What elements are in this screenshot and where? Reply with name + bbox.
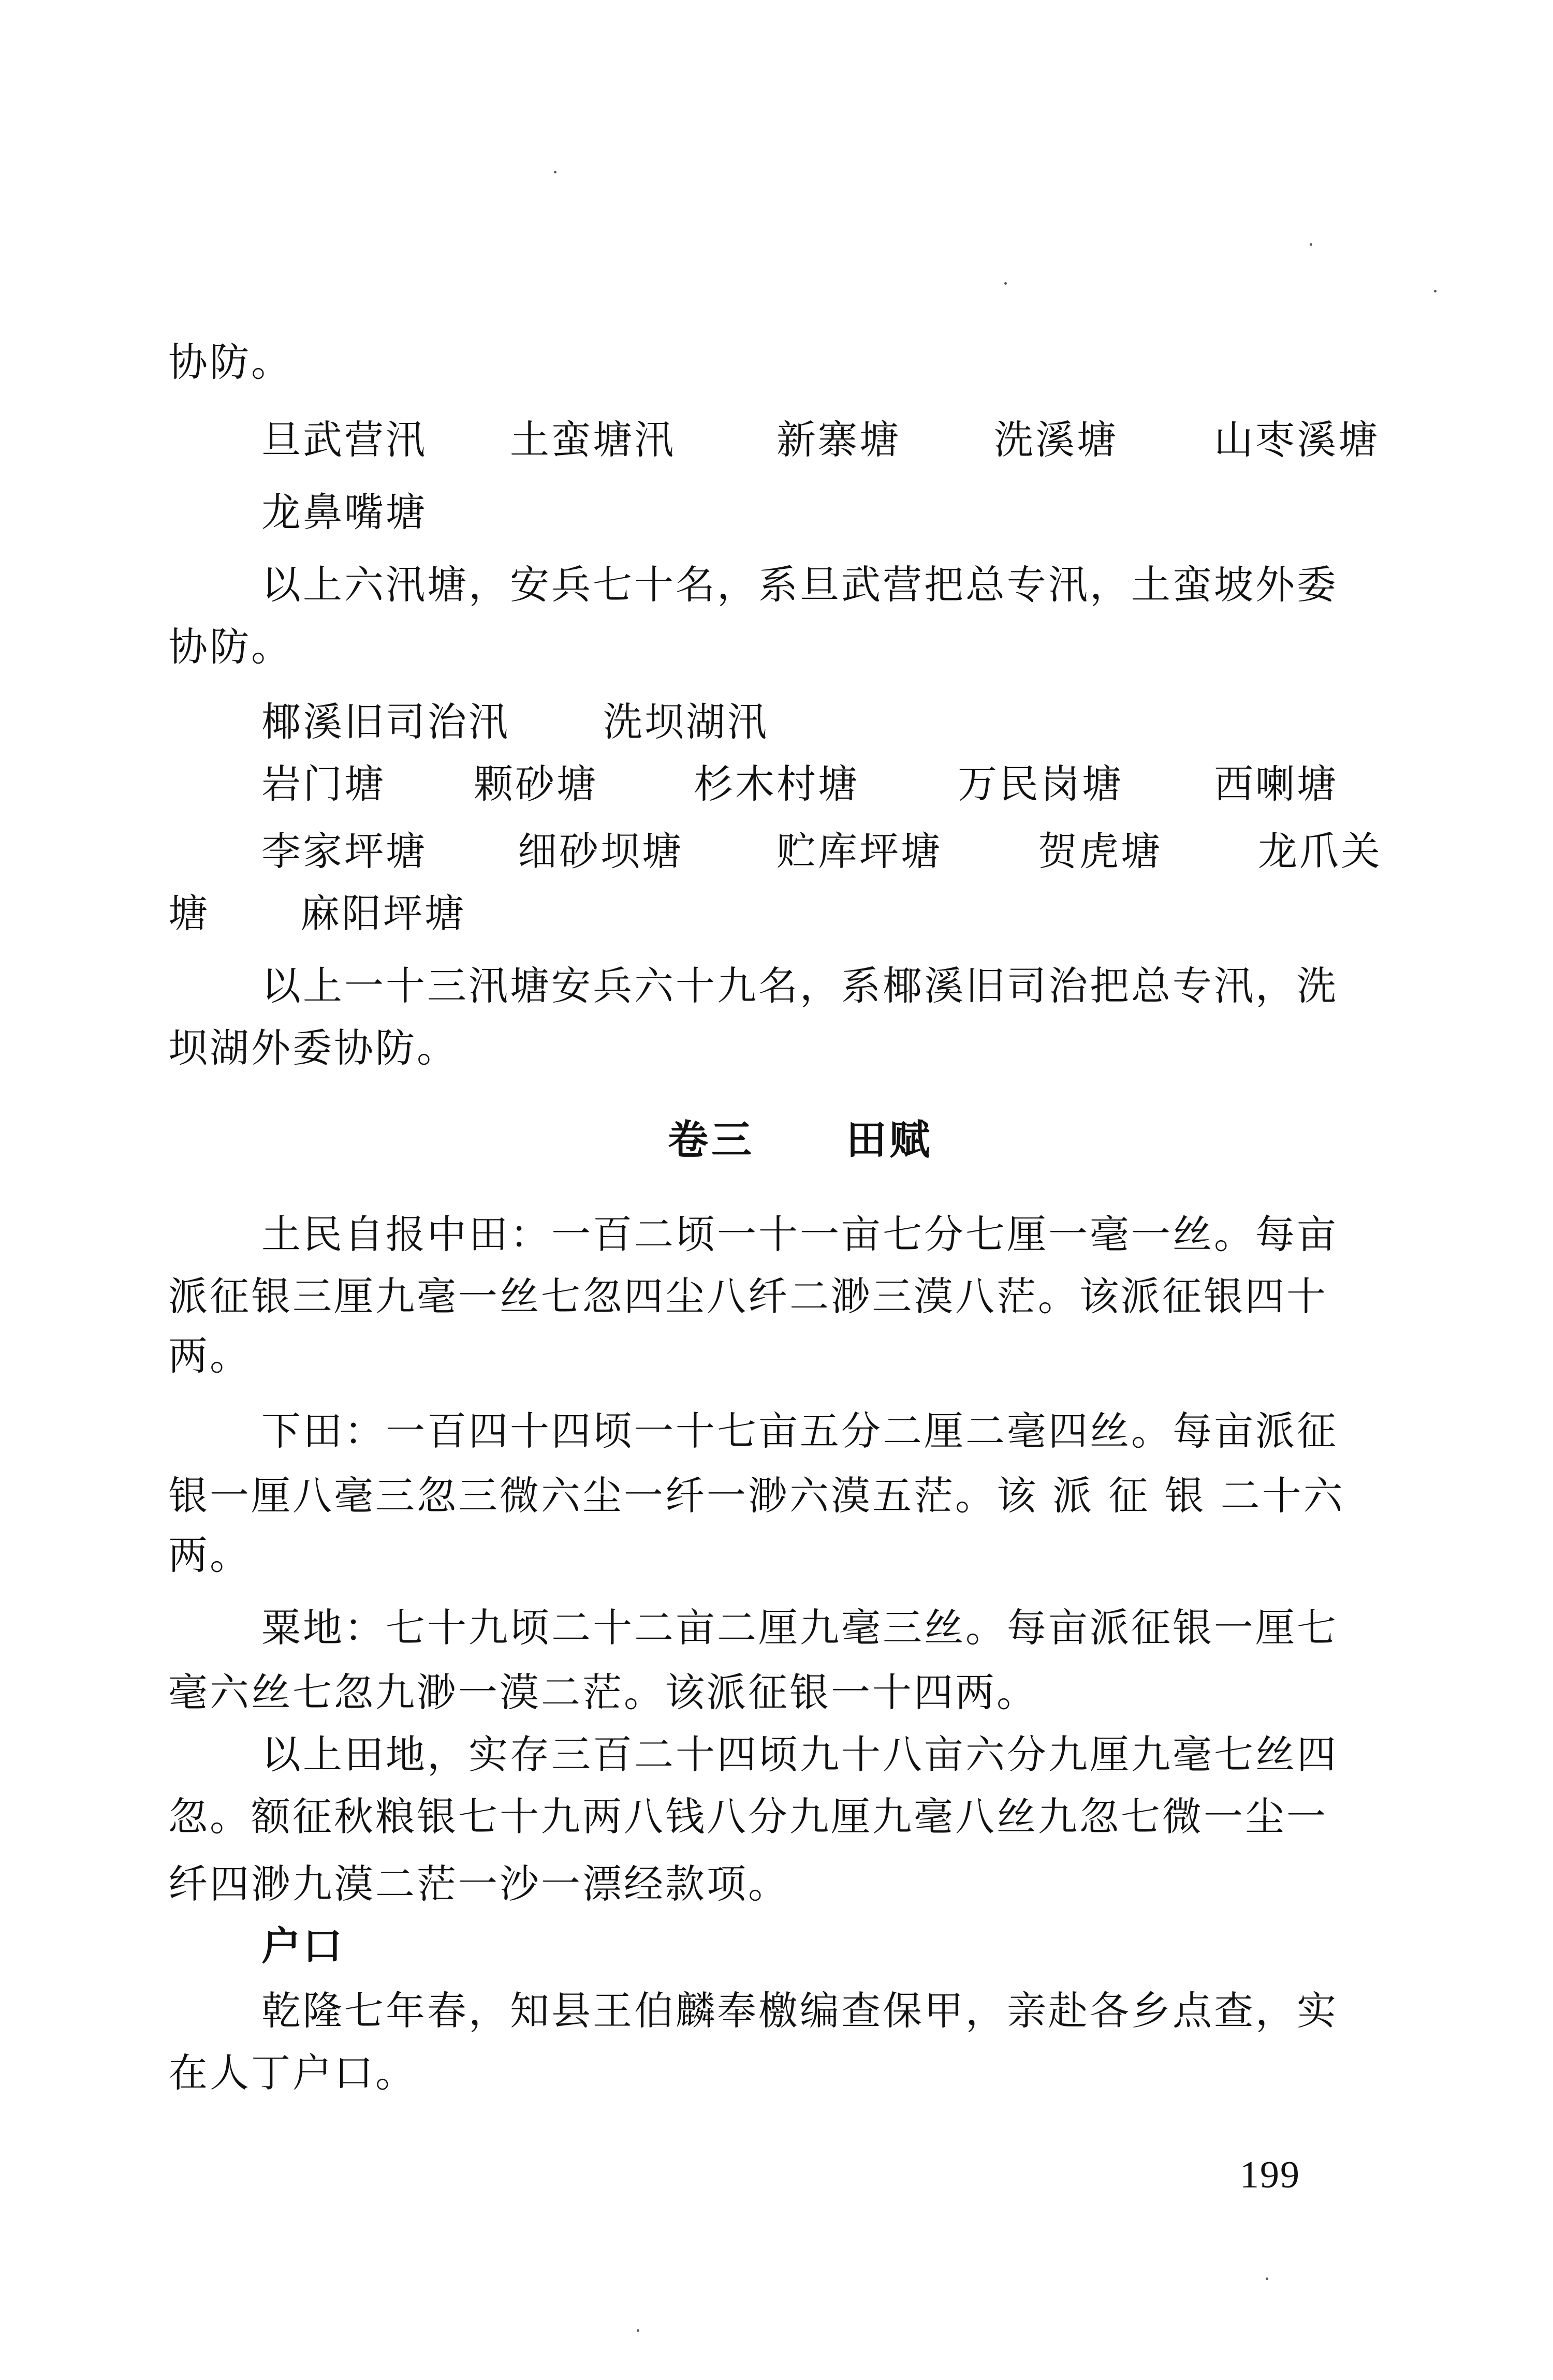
text-line: 协防。: [168, 624, 292, 670]
outpost-name: 旦武营汛: [261, 417, 427, 463]
text-line: 龙鼻嘴塘: [261, 489, 427, 535]
outpost-name: 颗砂塘: [474, 761, 598, 807]
text-line: 坝湖外委协防。: [168, 1025, 458, 1071]
scan-speck: [1434, 290, 1437, 292]
text-line: 粟地：七十九顷二十二亩二厘九毫三丝。每亩派征银一厘七: [261, 1605, 1338, 1651]
outpost-name: 细砂坝塘: [518, 828, 683, 874]
scan-speck: [554, 171, 556, 173]
outpost-name: 洗溪塘: [994, 417, 1118, 463]
text-line: 下田：一百四十四顷一十七亩五分二厘二毫四丝。每亩派征: [261, 1408, 1338, 1454]
volume-number: 卷三: [668, 1116, 755, 1164]
outpost-name: 西喇塘: [1214, 761, 1338, 807]
outpost-name: 万民岗塘: [958, 761, 1123, 807]
text-line: 忽。额征秋粮银七十九两八钱八分九厘九毫八丝九忽七微一尘一: [168, 1794, 1328, 1840]
scan-speck: [1310, 243, 1312, 246]
outpost-name: 贺虎塘: [1038, 828, 1162, 874]
page-number: 199: [1240, 2154, 1300, 2196]
text-line: 协防。: [168, 339, 292, 385]
text-line: 以上六汛塘，安兵七十名，系旦武营把总专汛，土蛮坡外委: [261, 562, 1338, 608]
chapter-heading: [668, 1108, 933, 1166]
section-subheading: 户口: [261, 1923, 344, 1969]
outpost-name: 塘: [168, 890, 210, 936]
text-line: 以上一十三汛塘安兵六十九名，系椰溪旧司治把总专汛，洗: [261, 963, 1338, 1009]
outpost-name: 李家坪塘: [261, 828, 427, 874]
scan-speck: [1004, 282, 1007, 285]
chapter-title: 田赋: [846, 1116, 933, 1164]
outpost-name: 洗坝湖汛: [603, 699, 769, 745]
outpost-name: 贮库坪塘: [777, 828, 942, 874]
text-line: 以上田地，实存三百二十四顷九十八亩六分九厘九毫七丝四: [261, 1731, 1338, 1777]
outpost-name: 杉木村塘: [694, 761, 859, 807]
outpost-name: 麻阳坪塘: [300, 890, 466, 936]
text-line: 在人丁户口。: [168, 2050, 417, 2096]
outpost-name: 山枣溪塘: [1214, 417, 1380, 463]
outpost-name: 椰溪旧司治汛: [261, 699, 510, 745]
scan-speck: [1266, 2278, 1268, 2280]
text-line: 两。: [168, 1532, 251, 1578]
text-line: 乾隆七年春，知县王伯麟奉檄编查保甲，亲赴各乡点查，实: [261, 1988, 1338, 2034]
text-line: 两。: [168, 1333, 251, 1379]
text-line: 银一厘八毫三忽三微六尘一纤一渺六漠五茫。该 派 征 银 二十六: [168, 1473, 1345, 1519]
outpost-name: 龙爪关: [1258, 828, 1382, 874]
text-line: 土民自报中田：一百二顷一十一亩七分七厘一毫一丝。每亩: [261, 1211, 1338, 1257]
outpost-name: 土蛮塘汛: [510, 417, 676, 463]
text-line: 派征银三厘九毫一丝七忽四尘八纤二渺三漠八茫。该派征银四十: [168, 1273, 1328, 1319]
text-line: 纤四渺九漠二茫一沙一漂经款项。: [168, 1861, 789, 1907]
outpost-name: 新寨塘: [777, 417, 901, 463]
outpost-name: 岩门塘: [261, 761, 386, 807]
text-line: 毫六丝七忽九渺一漠二茫。该派征银一十四两。: [168, 1669, 1038, 1715]
scan-speck: [637, 2329, 639, 2332]
